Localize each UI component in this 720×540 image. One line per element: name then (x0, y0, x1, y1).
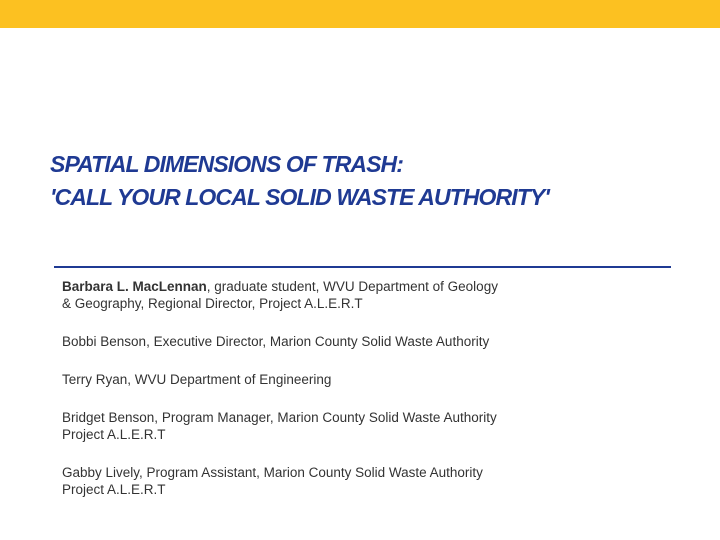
top-accent-bar (0, 0, 720, 28)
author-item-line: Project A.L.E.R.T (62, 427, 166, 442)
author-item-line: Terry Ryan, WVU Department of Engineering (62, 372, 332, 387)
author-item (62, 371, 682, 388)
slide-title-line-1: SPATIAL DIMENSIONS OF TRASH: (50, 151, 404, 177)
author-name: Barbara L. MacLennan (62, 279, 207, 294)
slide-title (50, 148, 690, 214)
author-affiliation: , graduate student, WVU Department of Geology (206, 279, 498, 294)
author-item-line: Bridget Benson, Program Manager, Marion County Solid Waste Authority (62, 410, 497, 425)
author-list (62, 278, 682, 519)
title-divider (54, 266, 671, 268)
author-item-line (62, 278, 682, 295)
author-item-line: Bobbi Benson, Executive Director, Marion County Solid Waste Authority (62, 334, 490, 349)
author-item-line: Project A.L.E.R.T (62, 482, 166, 497)
author-item-line: Gabby Lively, Program Assistant, Marion County Solid Waste Authority (62, 465, 483, 480)
author-item-line: & Geography, Regional Director, Project A.L.E.R.T (62, 296, 363, 311)
author-item (62, 464, 682, 498)
author-item (62, 333, 682, 350)
slide-title-line-2: 'CALL YOUR LOCAL SOLID WASTE AUTHORITY' (50, 184, 549, 210)
author-item (62, 278, 682, 312)
author-item (62, 409, 682, 443)
